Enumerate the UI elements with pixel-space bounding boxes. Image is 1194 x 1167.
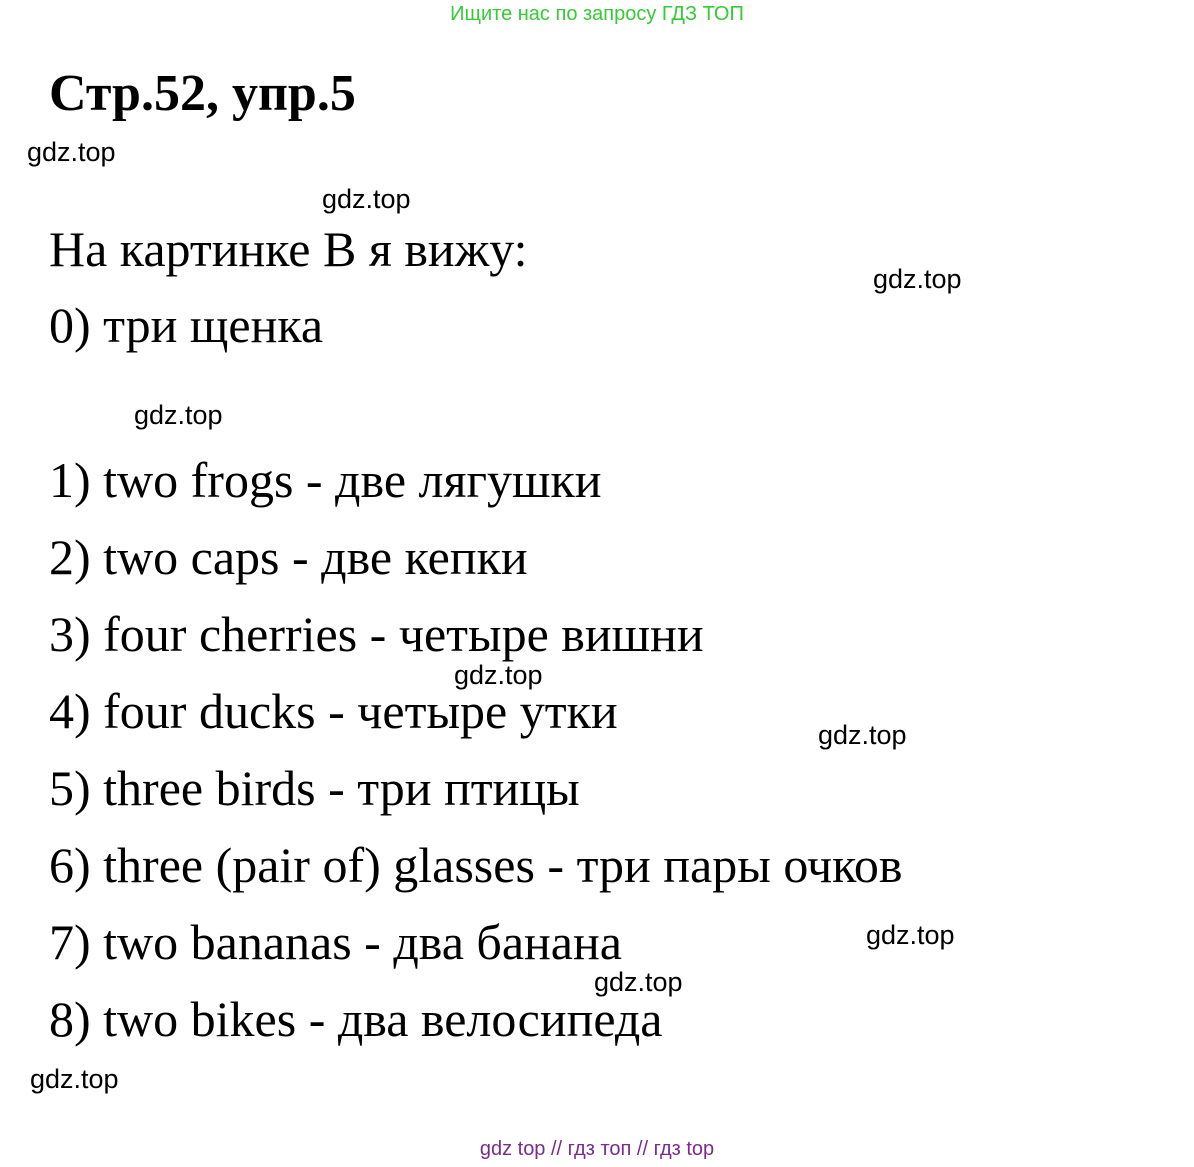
watermark: gdz.top: [134, 400, 223, 430]
watermark: gdz.top: [594, 967, 683, 997]
list-item: 8) two bikes - два велосипеда: [49, 991, 663, 1047]
watermark: gdz.top: [866, 920, 955, 950]
watermark: gdz.top: [818, 720, 907, 750]
list-item: 3) four cherries - четыре вишни: [49, 606, 704, 662]
watermark: gdz.top: [322, 184, 411, 214]
list-item: 7) two bananas - два банана: [49, 914, 622, 970]
list-item: 4) four ducks - четыре утки: [49, 683, 618, 739]
watermark: gdz.top: [454, 660, 543, 690]
footer-text: gdz top // гдз топ // гдз top: [479, 1138, 715, 1160]
list-item: 6) three (pair of) glasses - три пары очков: [49, 837, 903, 893]
list-item: 1) two frogs - две лягушки: [49, 452, 602, 508]
page-title: Стр.52, упр.5: [49, 65, 356, 122]
list-item: 0) три щенка: [49, 297, 324, 353]
list-item: 2) two caps - две кепки: [49, 529, 528, 585]
watermark: gdz.top: [873, 264, 962, 294]
top-banner: Ищите нас по запросу ГДЗ ТОП: [450, 3, 744, 25]
watermark: gdz.top: [27, 137, 116, 167]
list-item: 5) three birds - три птицы: [49, 760, 580, 816]
intro-text: На картинке В я вижу:: [49, 221, 528, 277]
watermark: gdz.top: [30, 1064, 119, 1094]
